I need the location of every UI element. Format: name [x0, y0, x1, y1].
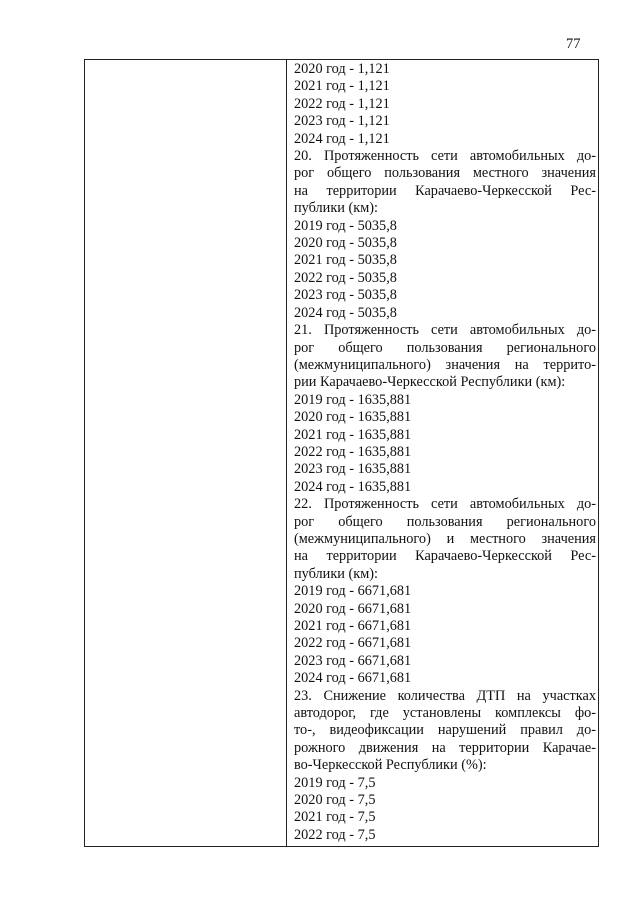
value-line: 2023 год - 1,121 [294, 113, 390, 130]
indicator-20-text: публики (км): [294, 200, 378, 217]
value-line: 2019 год - 6671,681 [294, 583, 412, 600]
indicator-22-text: 22. Протяженность сети автомобильных до- [294, 496, 596, 513]
indicator-22-text: на территории Карачаево-Черкесской Рес- [294, 548, 596, 565]
value-line: 2019 год - 5035,8 [294, 217, 397, 234]
value-line: 2021 год - 1,121 [294, 78, 390, 95]
value-line: 2023 год - 6671,681 [294, 652, 412, 669]
value-line: 2024 год - 5035,8 [294, 304, 397, 321]
indicator-20-text: 20. Протяженность сети автомобильных до- [294, 148, 596, 165]
value-line: 2020 год - 6671,681 [294, 600, 412, 617]
value-line: 2024 год - 6671,681 [294, 670, 412, 687]
value-line: 2021 год - 6671,681 [294, 618, 412, 634]
indicator-21-text: 21. Протяженность сети автомобильных до- [294, 322, 596, 339]
indicator-22-text: публики (км): [294, 565, 378, 582]
indicator-22-text: (межмуниципального) и местного значения [294, 530, 596, 547]
value-line: 2020 год - 1635,881 [294, 409, 412, 426]
value-line: 2021 год - 5035,8 [294, 252, 397, 269]
indicator-21-text: рии Карачаево-Черкесской Республики (км): [294, 374, 566, 391]
document-table [84, 59, 599, 847]
value-line: 2022 год - 7,5 [294, 826, 376, 843]
value-line: 2019 год - 1635,881 [294, 391, 412, 408]
indicator-23-text: автодорог, где установлены комплексы фо- [294, 705, 596, 722]
column-divider [286, 60, 287, 846]
value-line: 2019 год - 7,5 [294, 774, 376, 791]
value-line: 2021 год - 1635,881 [294, 426, 412, 443]
value-line: 2021 год - 7,5 [294, 809, 376, 826]
value-line: 2020 год - 5035,8 [294, 235, 397, 252]
indicator-21-text: рог общего пользования регионального [294, 339, 596, 356]
value-line: 2024 год - 1,121 [294, 130, 390, 147]
value-line: 2020 год - 7,5 [294, 792, 376, 809]
value-line: 2022 год - 5035,8 [294, 269, 397, 286]
value-line: 2022 год - 6671,681 [294, 635, 412, 652]
page-number: 77 [566, 36, 581, 52]
indicator-20-text: рог общего пользования местного значения [294, 165, 596, 182]
value-line: 2020 год - 1,121 [294, 61, 390, 77]
value-line: 2023 год - 1635,881 [294, 461, 412, 478]
value-line: 2023 год - 5035,8 [294, 287, 397, 304]
indicator-23-text: во-Черкесской Республики (%): [294, 757, 487, 774]
value-line: 2022 год - 1,121 [294, 95, 390, 112]
indicator-23-text: рожного движения на территории Карачае- [294, 739, 596, 756]
indicator-21-text: (межмуниципального) значения на террито- [294, 356, 596, 373]
indicator-22-text: рог общего пользования регионального [294, 513, 596, 530]
value-line: 2024 год - 1635,881 [294, 478, 412, 495]
indicator-23-text: 23. Снижение количества ДТП на участках [294, 687, 596, 704]
indicator-20-text: на территории Карачаево-Черкесской Рес- [294, 182, 596, 199]
value-line: 2022 год - 1635,881 [294, 443, 412, 460]
indicator-23-text: то-, видеофиксации нарушений правил до- [294, 722, 596, 739]
indicators-cell [294, 61, 596, 844]
